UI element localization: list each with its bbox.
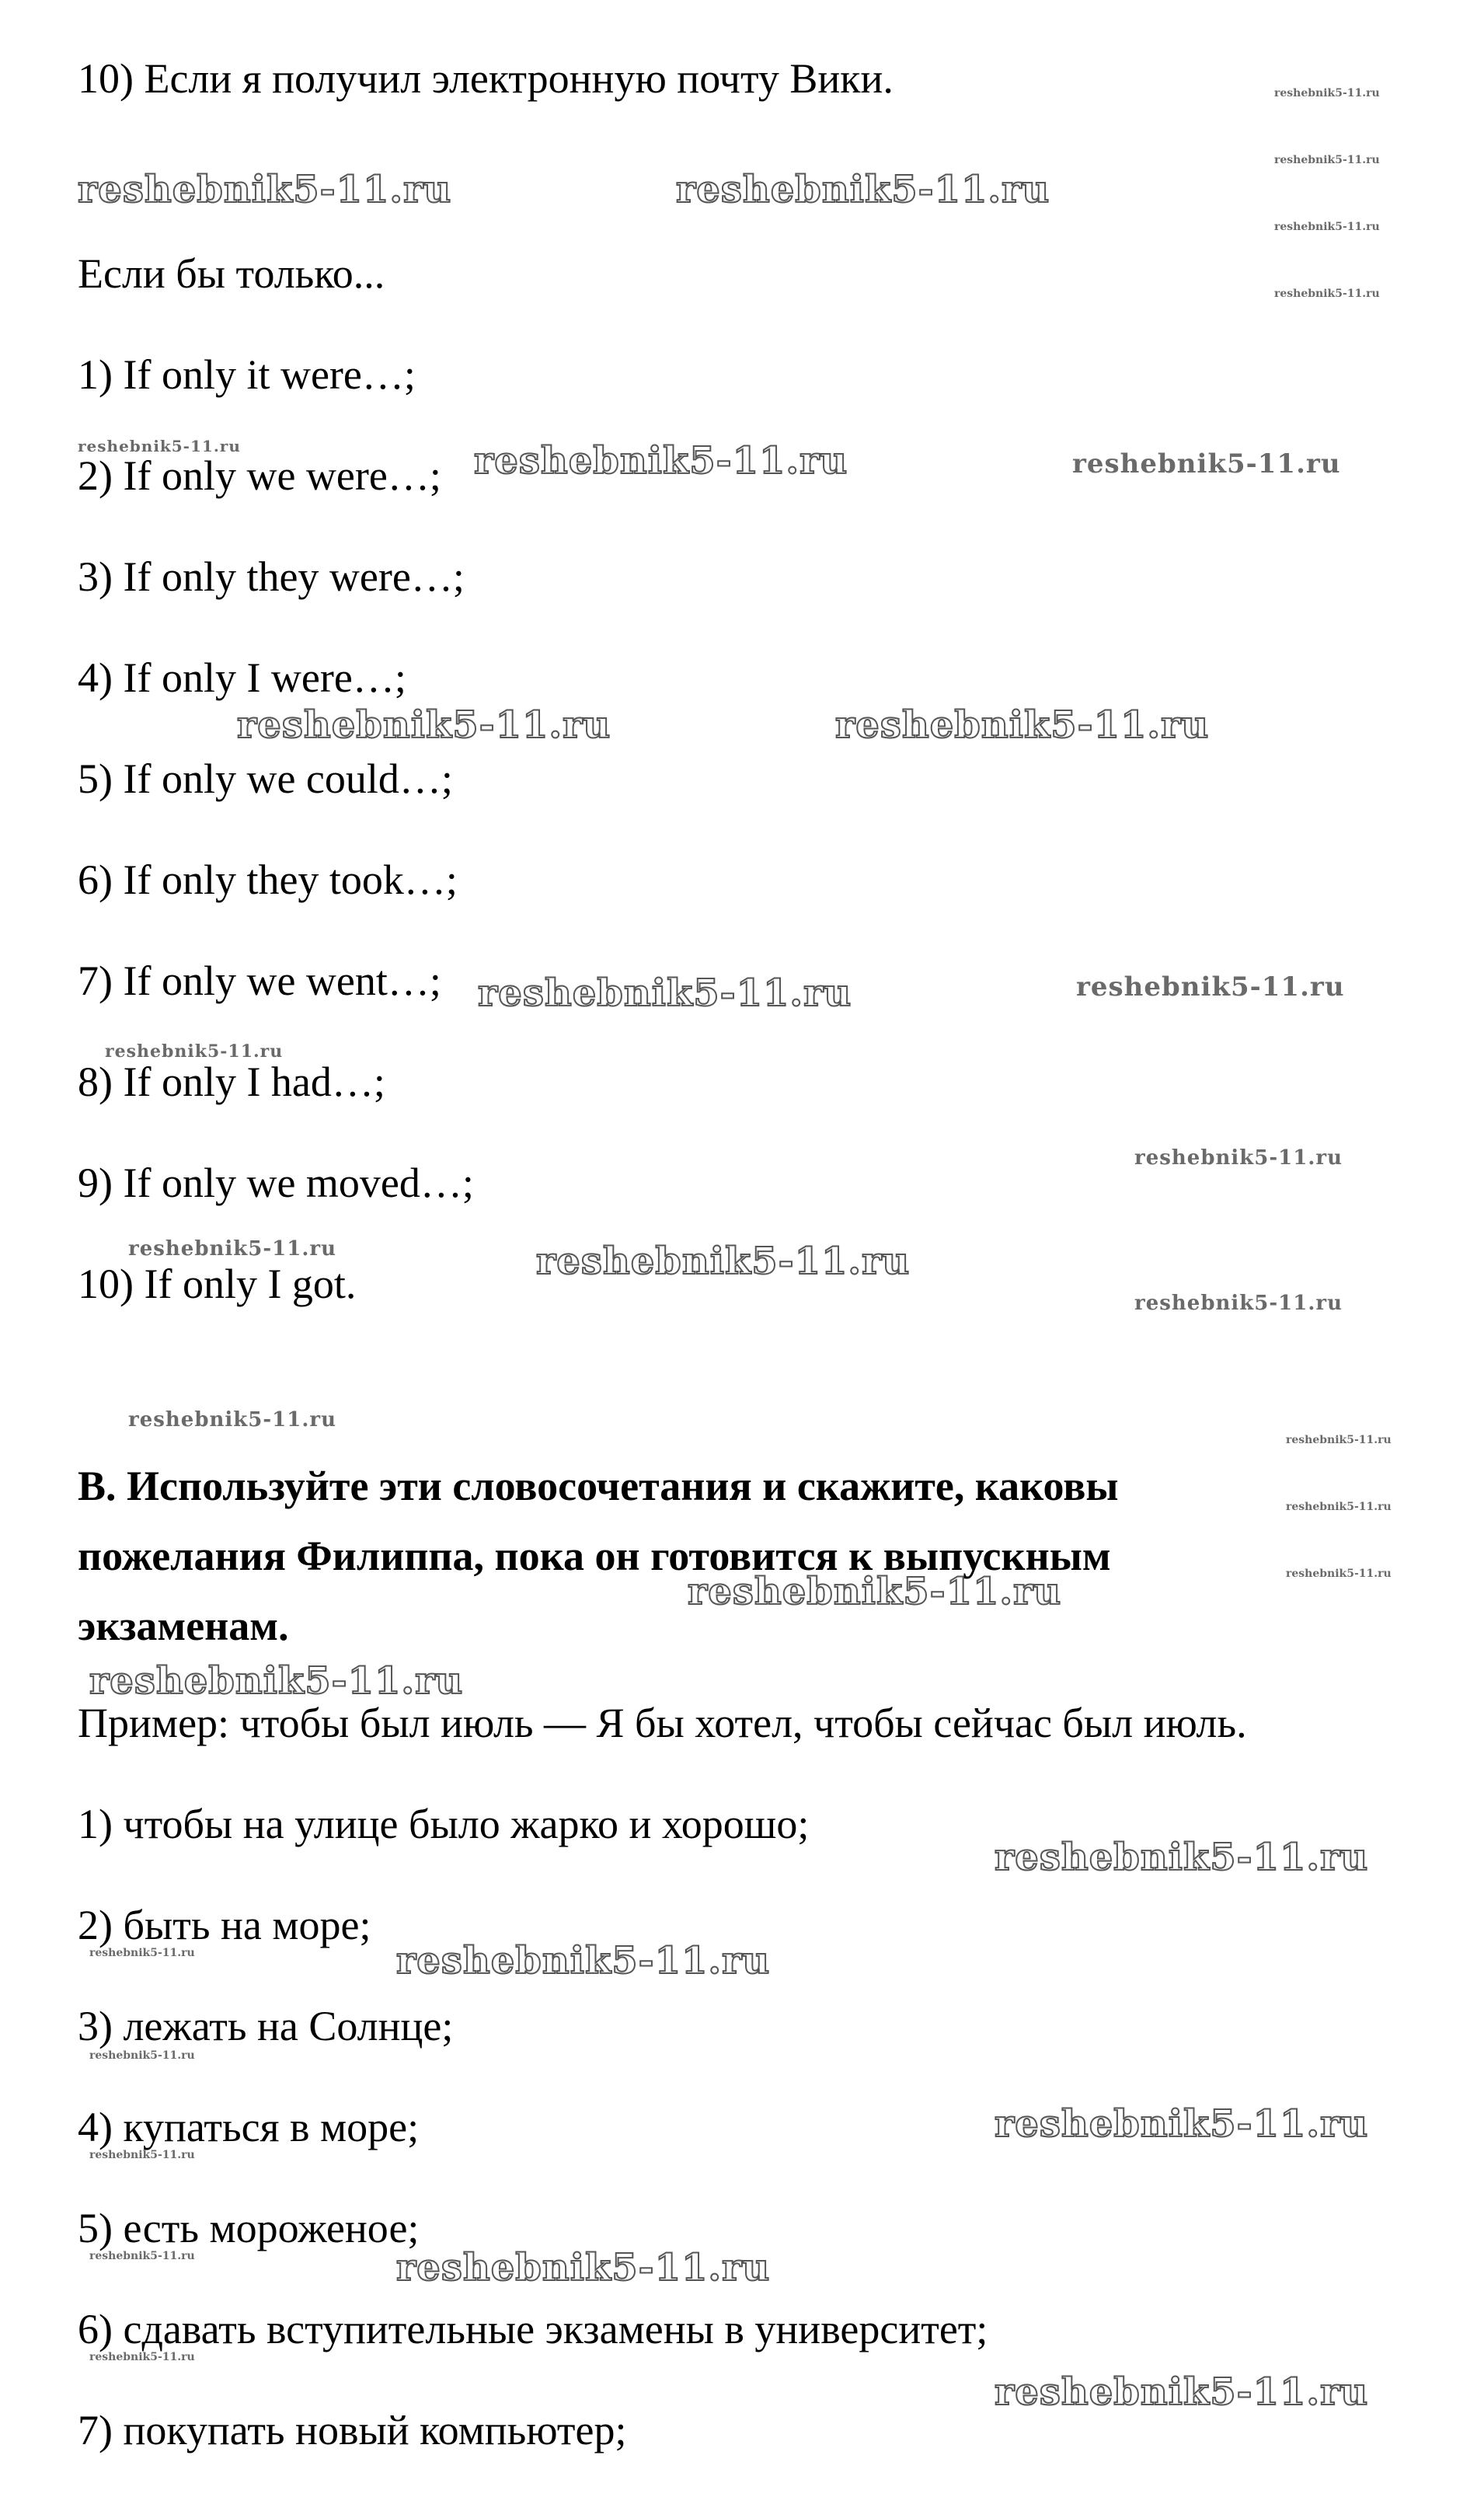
if-only-item-7: 7) If only we went…;	[78, 957, 441, 1004]
watermark: reshebnik5-11.ru	[1134, 1146, 1343, 1170]
watermark: reshebnik5-11.ru	[128, 1237, 337, 1261]
if-only-item-10: 10) If only I got.	[78, 1261, 357, 1307]
watermark: reshebnik5-11.ru	[1274, 87, 1380, 99]
watermark: reshebnik5-11.ru	[1286, 1501, 1392, 1513]
if-only-item-6: 6) If only they took…;	[78, 856, 458, 903]
wish-item-5: 5) есть мороженое;	[78, 2205, 420, 2251]
item-10-vicky-email: 10) Если я получил электронную почту Вики.	[78, 55, 894, 102]
watermark: reshebnik5-11.ru	[835, 703, 1210, 747]
watermark: reshebnik5-11.ru	[995, 2102, 1369, 2146]
watermark: reshebnik5-11.ru	[78, 168, 452, 211]
watermark: reshebnik5-11.ru	[536, 1240, 911, 1283]
wish-item-2: 2) быть на море;	[78, 1902, 371, 1948]
watermark: reshebnik5-11.ru	[1274, 288, 1380, 300]
watermark: reshebnik5-11.ru	[1072, 448, 1341, 480]
watermark: reshebnik5-11.ru	[237, 703, 611, 747]
watermark: reshebnik5-11.ru	[89, 1947, 195, 1959]
watermark: reshebnik5-11.ru	[995, 1836, 1369, 1879]
watermark: reshebnik5-11.ru	[89, 2049, 195, 2062]
watermark: reshebnik5-11.ru	[688, 1570, 1062, 1613]
wish-item-6: 6) сдавать вступительные экзамены в университет;	[78, 2306, 988, 2352]
if-only-item-9: 9) If only we moved…;	[78, 1160, 474, 1206]
section-b-title-line-3: экзаменам.	[78, 1603, 289, 1649]
watermark: reshebnik5-11.ru	[474, 439, 848, 483]
if-only-item-8: 8) If only I had…;	[78, 1058, 385, 1105]
section-b-title-line-1: B. Используйте эти словосочетания и скажите, каковы	[78, 1463, 1119, 1509]
watermark: reshebnik5-11.ru	[128, 1408, 337, 1432]
watermark: reshebnik5-11.ru	[995, 2370, 1369, 2414]
watermark: reshebnik5-11.ru	[1274, 221, 1380, 233]
watermark: reshebnik5-11.ru	[1134, 1292, 1343, 1315]
wish-item-3: 3) лежать на Солнце;	[78, 2003, 454, 2049]
watermark: reshebnik5-11.ru	[78, 437, 241, 455]
if-only-item-5: 5) If only we could…;	[78, 755, 453, 802]
section-b-example: Пример: чтобы был июль — Я бы хотел, чтобы сейчас был июль.	[78, 1700, 1247, 1746]
if-only-item-4: 4) If only I were…;	[78, 654, 406, 701]
watermark: reshebnik5-11.ru	[89, 2250, 195, 2262]
watermark: reshebnik5-11.ru	[89, 2149, 195, 2161]
watermark: reshebnik5-11.ru	[1076, 971, 1345, 1003]
watermark: reshebnik5-11.ru	[478, 971, 852, 1015]
watermark: reshebnik5-11.ru	[396, 1939, 771, 1983]
if-only-heading: Если бы только...	[78, 250, 385, 297]
watermark: reshebnik5-11.ru	[1286, 1568, 1392, 1580]
wish-item-1: 1) чтобы на улице было жарко и хорошо;	[78, 1801, 810, 1847]
watermark: reshebnik5-11.ru	[676, 168, 1050, 211]
if-only-item-2: 2) If only we were…;	[78, 452, 441, 499]
watermark: reshebnik5-11.ru	[105, 1041, 284, 1062]
watermark: reshebnik5-11.ru	[396, 2246, 771, 2290]
wish-item-7: 7) покупать новый компьютер;	[78, 2407, 627, 2453]
watermark: reshebnik5-11.ru	[1286, 1434, 1392, 1446]
section-b-title-line-2: пожелания Филиппа, пока он готовится к выпускным	[78, 1533, 1111, 1579]
watermark: reshebnik5-11.ru	[89, 1659, 464, 1703]
if-only-item-1: 1) If only it were…;	[78, 351, 416, 398]
wish-item-4: 4) купаться в море;	[78, 2104, 420, 2150]
watermark: reshebnik5-11.ru	[89, 2351, 195, 2363]
if-only-item-3: 3) If only they were…;	[78, 553, 465, 600]
watermark: reshebnik5-11.ru	[1274, 154, 1380, 166]
